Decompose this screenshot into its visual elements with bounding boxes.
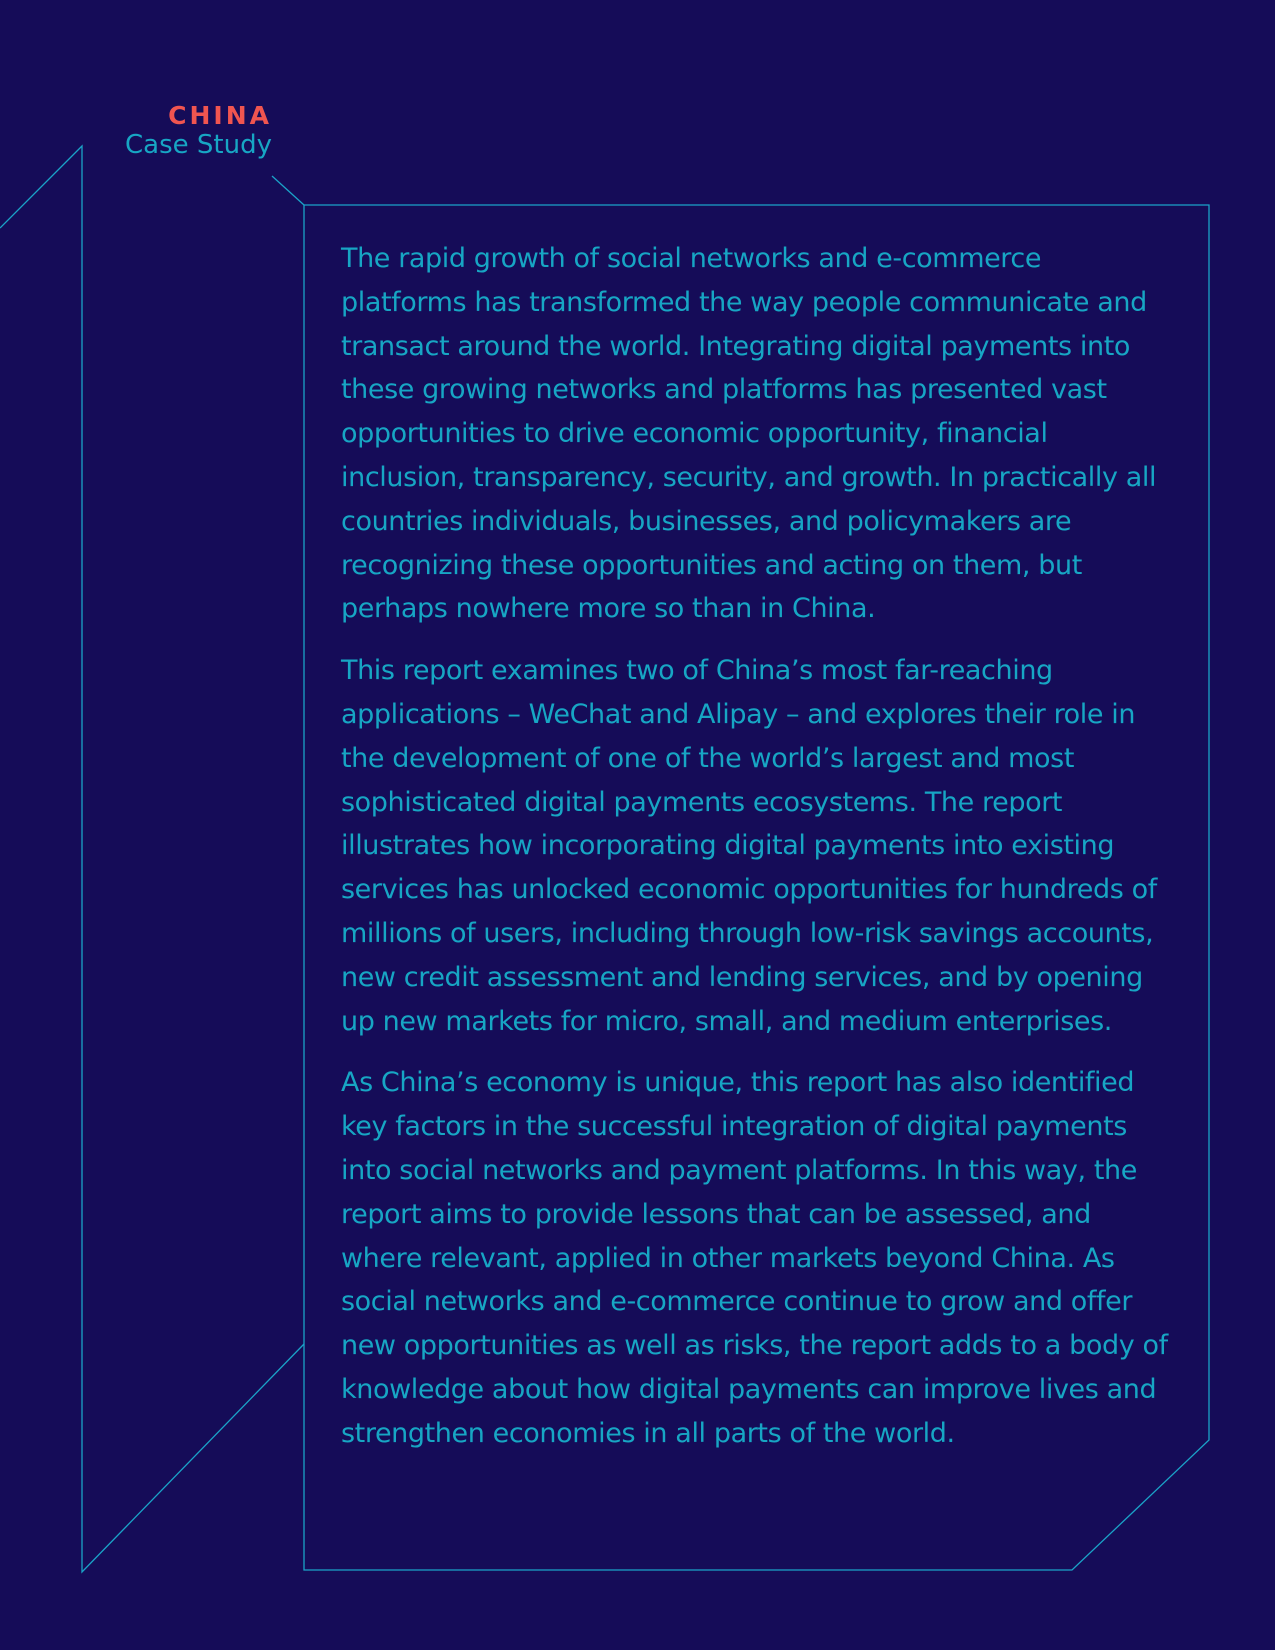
- header-country: CHINA: [168, 101, 272, 130]
- paragraph-1: The rapid growth of social networks and e-commerce platforms has transformed the way people communicate and transact around the world. Integrating digital payments into these growing networks and platforms has presented vast opportunities to drive economic opportunity, financial inclusion, transparency, security, and growth. In practically all countries individuals, businesses, and policymakers are recognizing these opportunities and acting on them, but perhaps nowhere more so than in China.: [341, 243, 1157, 625]
- header-subtitle: Case Study: [125, 130, 272, 160]
- text-box-connector-line: [272, 176, 304, 205]
- section-header: [125, 102, 272, 160]
- body-text: [341, 237, 1171, 1474]
- left-frame-line: [0, 146, 304, 1572]
- paragraph-2: This report examines two of China’s most far-reaching applications – WeChat and Alipay – and explores their role in the development of one of the world’s largest and most sophisticated digital payments ecosystems. The report illustrates how incorporating digital payments into existing services has unlocked economic opportunities for hundreds of millions of users, including through low-risk savings accounts, new credit assessment and lending services, and by opening up new markets for micro, small, and medium enterprises.: [341, 655, 1157, 1037]
- paragraph-3: As China’s economy is unique, this report has also identified key factors in the successful integration of digital payments into social networks and payment platforms. In this way, the report aims to provide lessons that can be assessed, and where relevant, applied in other markets beyond China. As social networks and e-commerce continue to grow and offer new opportunities as well as risks, the report adds to a body of knowledge about how digital payments can improve lives and strengthen economies in all parts of the world.: [341, 1067, 1168, 1449]
